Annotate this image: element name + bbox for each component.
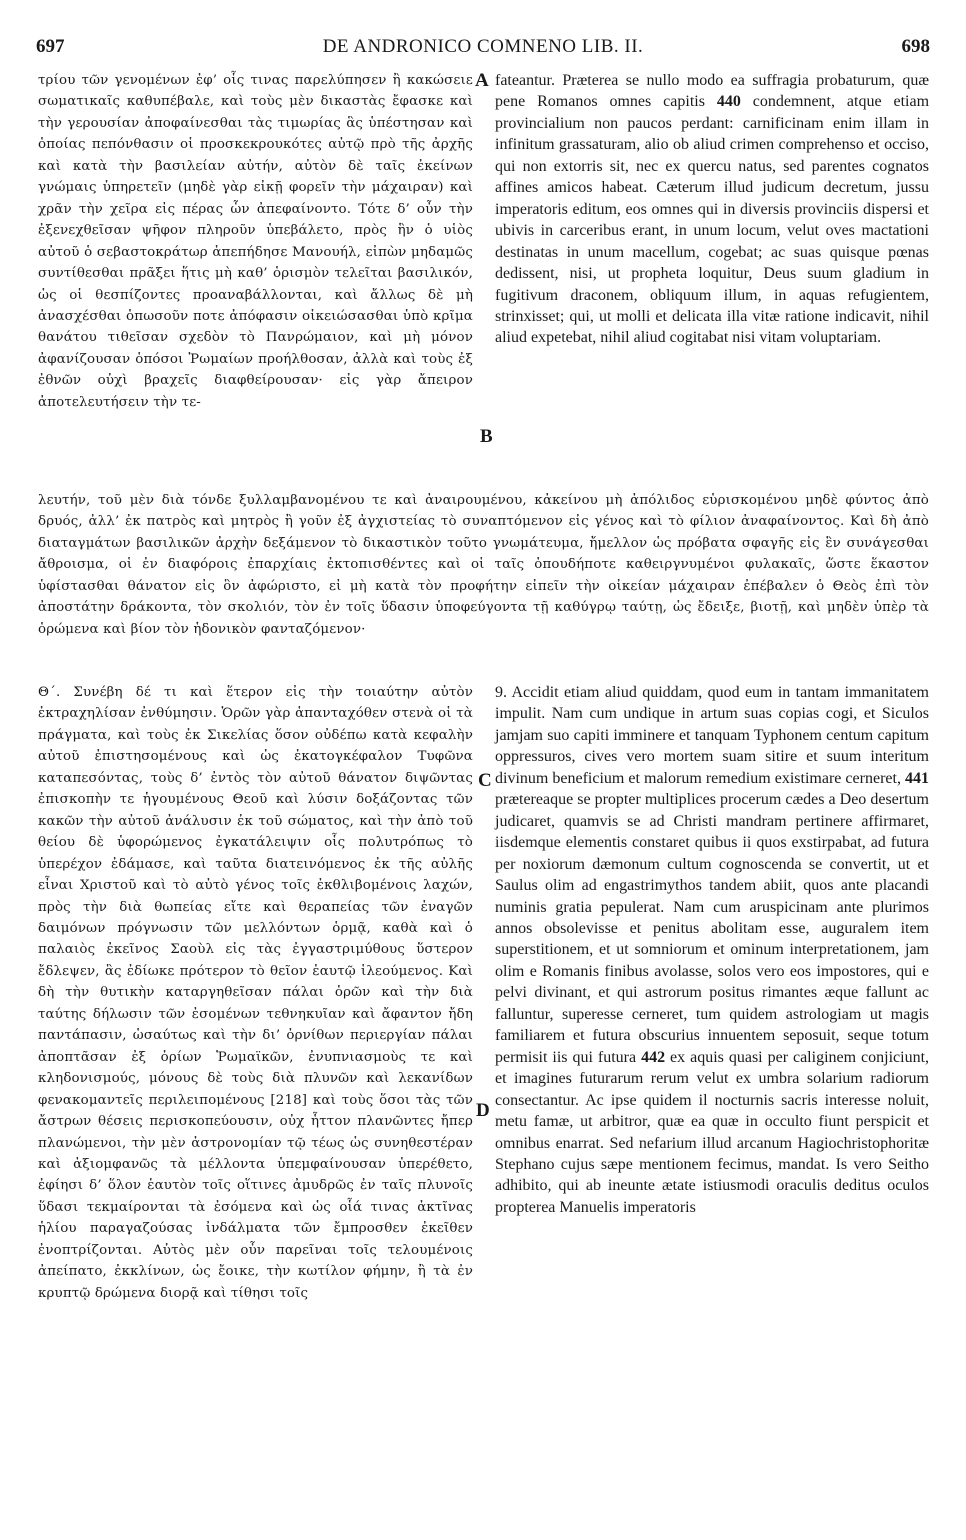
greek-paragraph: λευτήν, τοῦ μὲν διὰ τόνδε ξυλλαμβανομένου τε καὶ ἀναιρουμένου, κἀκείνου μὴ ἀπόλιδος εὑρισκομένου μηδὲ φύντος ἀπὸ δρυός, ἀλλ’ ἐκ πατρὸς καὶ μητρὸς ἢ γοῦν ἐξ ἀγχιστείας τὸ συναπτόμενον εἰς γένος καὶ τὸ φίλιον ἀναφαίνοντος. Καὶ δὴ ἀπὸ διαταγμάτων βασιλικῶν ἀρχὴν δεξάμενον τὸ δικαστικὸν τοῦτο γνωμάτευμα, ἤμελλον ὡς πρόβατα σφαγῆς εἰς ἓν συνάγεσθαι ἄθροισμα, οἱ ἐν διαφόροις ἐπαρχίαις ἐκτοπισθέντες καὶ οἱ ταῖς ὁπουδήποτε καθειργνυμένοι φυλακαῖς, ὥστε ἕκαστον ὑφίστασθαι θάνατον εἰς ὃν ἀφώριστο, εἰ μὴ κατὰ τὸν προφήτην εἰπεῖν τὴν οἰκείαν μάχαιραν ἐπέβαλεν ὁ Θεὸς ἐπὶ τὸν ἀποστάτην δράκοντα, τὸν σκολιόν, τὸν ἐν τοῖς ὕδασιν ὑποφεύγοντα τῇ καθύγρῳ ταύτῃ, ὡς ἔδειξε, βιοτῇ, καὶ μηδὲν ὑπὲρ τὰ ὁρώμενα καὶ βίον τὸν ἡδονικὸν φανταζόμενον· (38, 493, 929, 637)
latin-text: fateantur. Præterea se nullo modo ea suffragia probaturum, quæ pene Romanos omnes capitis (495, 72, 929, 111)
latin-column-bottom (495, 682, 929, 1218)
page-number-left: 697 (36, 36, 65, 57)
greek-paragraph: τρίου τῶν γενομένων ἐφ’ οἷς τινας παρελύπησεν ἢ κακώσειε σωματικαῖς καθυπέβαλε, καὶ τοὺς μὲν δικαστὰς ἔφασκε καὶ τὴν γερουσίαν ἀποφαίνεσθαι τὰς τιμωρίας ἃς ὑπέστησαν καὶ ὁποίας πεπόνθασιν οἱ προσκεκρουκότες αὐτῷ πρὸ τῆς ἀρχῆς καὶ κατὰ τὴν βασιλείαν αὐτήν, αὐτὸν δὲ ταῖς ἐκείνων γνώμαις ὑπηρετεῖν (μηδὲ γὰρ εἰκῇ φορεῖν τὴν μάχαιραν) καὶ χρᾶν τὴν χεῖρα εἰς πέρας ὧν ἀπεφαίνοντο. Τότε δ’ οὖν τὴν ἐξενεχθεῖσαν ψῆφον πληροῦν ὑπεβάλετο, πρὸς ἣν ὁ υἱὸς αὐτοῦ ὁ σεβαστοκράτωρ ἀπεπήδησε Μανουήλ, εἰπὼν μηδαμῶς συντίθεσθαι πρᾶξει ἥτις μὴ καθ’ ὁρισμὸν τελεῖται βασιλικόν, ὡς οἱ θεσπίζοντες προαναβάλλονται, καὶ ἄλλως δὲ μὴ ἀνασχέσθαι ὁπωσοῦν ποτε ἀπόφασιν οἰκειώσασθαι ὑπὸ κρῖμα θανάτου τιθεῖσαν σχεδὸν τὸ Πανρώμαιον, καὶ μὴ μόνον ἀφανίζουσαν ὁπόσοι Ῥωμαίων προήλθοσαν, ἀλλὰ καὶ τοὺς ἐξ ἐθνῶν οὐχὶ βραχεῖς διαφθείρουσαν· εἰς γὰρ ἄπειρον ἀποτελευτήσειν τὴν τε- (38, 73, 473, 410)
latin-column-top (495, 70, 929, 349)
margin-marker-b: B (480, 426, 493, 447)
margin-marker-a: A (475, 70, 489, 91)
latin-paragraph (495, 682, 929, 1218)
latin-text: condemnent, atque etiam provincialium non paucos perdant: carnificinam enim illam in infinitum grassaturam, alio ob aliud crimen comprehenso et occiso, qui non extorris sit, nec ex quercu natus, sed parentes cognatos affines amicos habeat. Cæterum illud judicum decretum, jussu imperatoris editum, eos omnes qui in diversis provinciis dispersi et ubivis in carceribus erant, in unum locum, velut oves mactationi destinatas in unum macellum, cogebat; ac suas quisque pœnas dedissent, nisi, ut propheta loquitur, Deus suum gladium in fugitivum draconem, obliquum illum, in aquas refugientem, strinxisset; qui, ut molli et delicata illa vitæ ratione indicavit, nihil aliud expetebat, nihil aliud cogitabat nisi vitam voluptariam. (495, 93, 930, 347)
running-title: DE ANDRONICO COMNENO LIB. II. (322, 36, 644, 57)
latin-text: prætereaque se propter multiplices procerum cædes a Deo desertum judicaret, quamvis se ad Christi mandram pertinere affirmaret, iisdemque elementis constaret quibus ii quos exstirpabat, ad futura per noxiorum dæmonum cultum cognoscenda se convertit, ut et Saulus olim ad engastrimythos tandem abiit, quos ante placandi numinis gratia pepulerat. Nam cum aruspicinam ante plurimos annos obsolevisse et penitus abolitam esse, auguralem item superstitionem, et ut somniorum et ominum interpretationem, jam olim e Romanis finibus avolasse, solos vero eos impostores, qui e pelvi divinant, et qui astrorum positus rimantes æque fallunt ac falluntur, superesse cerneret, tum quidem astrologiam ut magis familiarem et futura obscurius innuentem seposuit, seque totum permisit iis qui futura (495, 791, 929, 1066)
section-number: 441 (905, 769, 930, 787)
latin-text: ex aquis quasi per caliginem conjiciunt, et imagines futurarum rerum velut ex umbra solarium radiorum consectantur. Ac ipse quidem il nocturnis sacris interesse noluit, metu famæ, ut arbitror, quæ ea quæ in occulto fiunt perspicit et omnibus enarrat. Sed nefarium illud arcanum Hagiochristophoritæ Stephano cujus sæpe mentionem fecimus, mandat. Is vero Seitho adhibito, qui ab ineunte ætate istiusmodi oraculis deditus oculos propterea Manuelis imperatoris (495, 1048, 930, 1216)
margin-marker-c: C (478, 770, 492, 791)
page-header (36, 36, 930, 58)
section-number: 440 (716, 93, 741, 111)
page-number-right: 698 (901, 36, 930, 57)
latin-paragraph (495, 70, 929, 349)
greek-paragraph: Θ΄. Συνέβη δέ τι καὶ ἕτερον εἰς τὴν τοιαύτην αὐτὸν ἐκτραχηλίσαν ἐνθύμησιν. Ὁρῶν γὰρ ἁπανταχόθεν στενὰ οἱ τὰ πράγματα, καὶ τοὺς ἐκ Σικελίας ὅσον οὐδέπω κατὰ κεφαλὴν αὐτοῦ ἐπιστησομένους καὶ ὡς ἑκατογκέφαλον Τυφῶνα καταπεσόντας, τοὺς δ’ ἐντὸς τὸν αὐτοῦ θάνατον διψῶντας ἐπισκοπὴν τε ἡγουμένους Θεοῦ καὶ λύσιν δοξάζοντας τῶν κακῶν τὴν αὐτοῦ ἀνάλυσιν ἐκ τοῦ σώματος, καὶ τὴν ἀπὸ τοῦ θείου δὲ ὑφορώμενος ἐγκατάλειψιν οἷς πολυτρόπως τὸ ὑπερέχον ἐδάμασε, καὶ ταῦτα διατεινόμενος ἐκ τῆς αὐλῆς εἶναι Χριστοῦ καὶ τὸ αὐτὸ γένος τοῖς ἐκθλιβομένοις λαχών, πρὸς τὴν διὰ θωπείας εἴτε καὶ θεραπείας τῶν ἐναγῶν δαιμόνων πρόγνωσιν τῶν μελλόντων ὁρμᾷ, καθὰ καὶ ὁ παλαιὸς ἐκεῖνος Σαοὺλ εἰς τὰς ἐγγαστριμύθους ὕστερον ἔδλεψεν, ἃς ἐδίωκε πρότερον τὸ θεῖον ἑαυτῷ ἱλεούμενος. Καὶ δὴ τὴν θυτικὴν καταργηθεῖσαν πάλαι ὁρῶν καὶ τὴν διὰ ταύτης δήλωσιν τῶν ἐσομένων τεθνηκυῖαν καὶ ἄφαντον ἤδη παντάπασιν, ὡσαύτως καὶ τὴν δι’ ὀρνίθων περιεργίαν πάλαι ἀποπτᾶσαν ἐξ ὁρίων Ῥωμαϊκῶν, ἐνυπνιασμοὺς τε καὶ κληδονισμούς, μόνους δὲ τοὺς διὰ πλυνῶν καὶ λεκανίδων φενακομαντεῖς περιλειπομένους [218] καὶ τοὺς ὅσοι τὰς τῶν ἄστρων θέσεις περισκοπεύουσιν, οὐχ ἧττον πλανῶντες ἤπερ πλανώμενοι, τὴν μὲν ἀστρονομίαν τῷ τέως ὡς συνηθεστέραν καὶ ἀξιομφανῶς τὰ μέλλοντα ὑπεμφαίνουσαν ὑπερέθετο, ἐφίησι δ’ ὅλον ἑαυτὸν τοῖς οἵτινες ἀμυδρῶς ἐν ταῖς πλυνοῖς ὕδασι τεκμαίρονται τὰ ἐσόμενα καὶ ὡς οἷά τινας ἀκτῖνας ἡλίου παραγαζούσας ἰνδάλματα τῶν ἔμπροσθεν ἐκεῖθεν ἐνοπτρίζονται. Αὐτὸς μὲν οὖν παρεῖναι τοῖς τελουμένοις ἀπείπατο, ἐκκλίνων, ὡς ἔοικε, τὴν κωτίλον φήμην, ἢ τὰ ἐν κρυπτῷ δρώμενα διορᾷ καὶ τίθησι τοῖς (38, 685, 473, 1301)
greek-full-width-block (38, 490, 929, 640)
greek-column-bottom (38, 682, 473, 1304)
greek-column-top (38, 70, 473, 413)
margin-marker-d: D (476, 1100, 490, 1121)
section-number: 442 (641, 1048, 666, 1066)
latin-text: 9. Accidit etiam aliud quiddam, quod eum in tantam immanitatem impulit. Nam cum undique in artum suas copias cogi, et Siculos jamjam suo capiti imminere et tanquam Typhonem centum capitum oppressuros, cives vero mortem suam sitire et suum interitum divinum beneficium et malorum remedium existimare cerneret, (495, 684, 929, 787)
